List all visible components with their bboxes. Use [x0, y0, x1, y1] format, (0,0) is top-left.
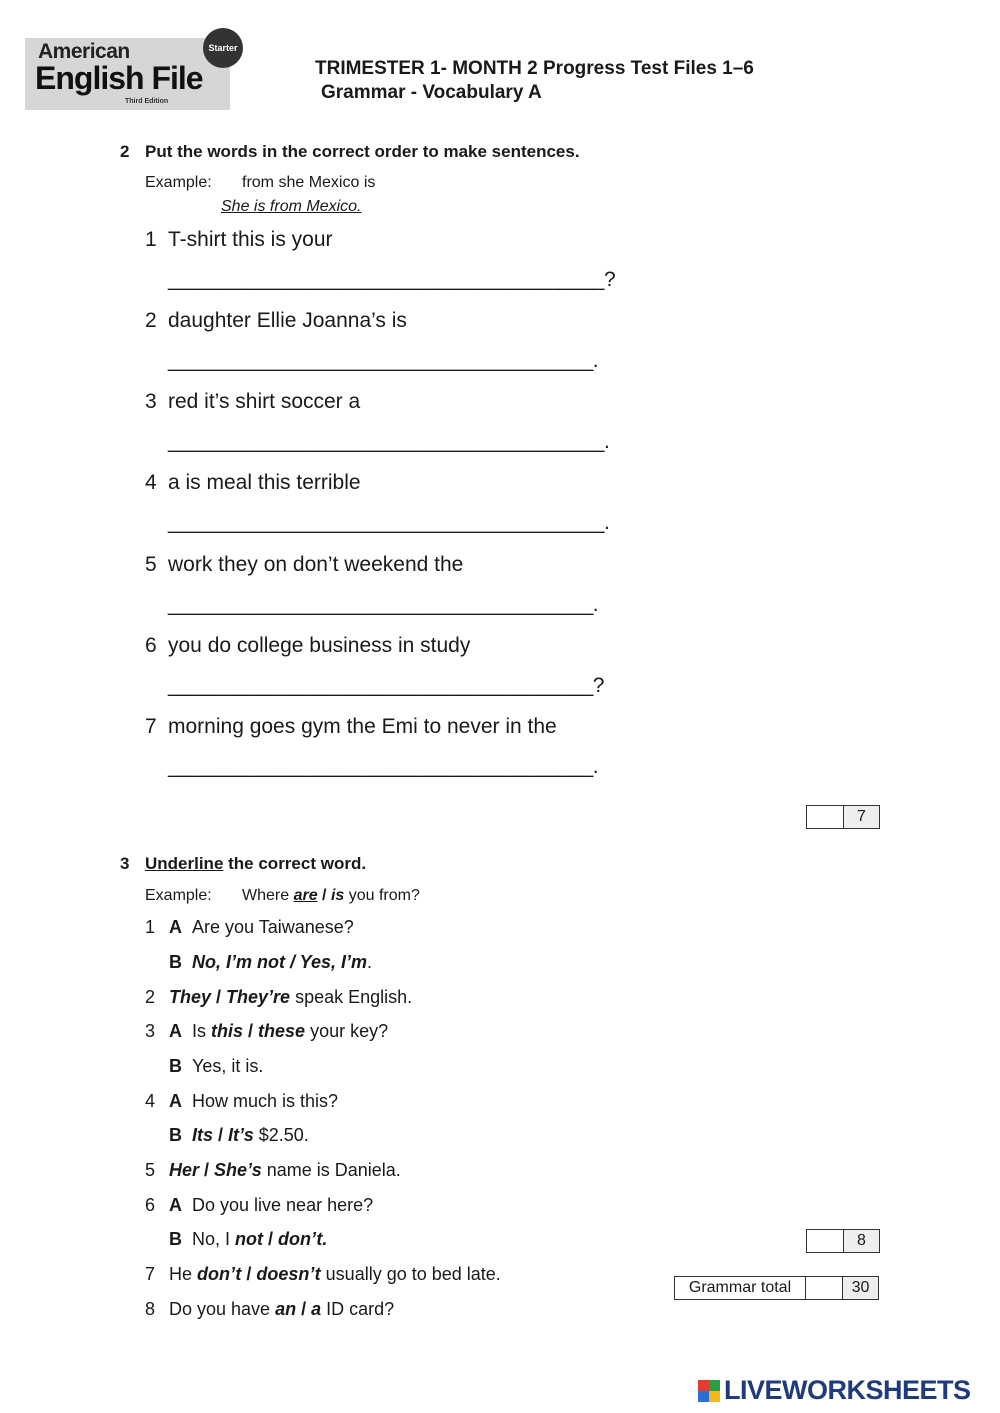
question-words: work they on don’t weekend the — [168, 553, 464, 576]
section2-number: 2 — [120, 142, 130, 161]
section3-number: 3 — [120, 854, 130, 873]
logo-line2: English File — [35, 60, 203, 96]
liveworksheets-footer — [698, 1375, 971, 1406]
question-words: red it’s shirt soccer a — [168, 390, 361, 413]
section3-q2: 2 They / They’re speak English. — [145, 987, 413, 1007]
section3-q3-a: 3 A Is this / these your key? — [145, 1021, 389, 1041]
logo-starter-badge: Starter — [203, 28, 243, 68]
question-words: daughter Ellie Joanna’s is — [168, 309, 407, 332]
question-words: T-shirt this is your — [168, 228, 333, 251]
section3-q6-a: 6 A Do you live near here? — [145, 1195, 374, 1215]
question-number: 2 — [145, 309, 157, 332]
section3-q4-b: B Its / It’s $2.50. — [169, 1125, 309, 1145]
section3-q3-b: B Yes, it is. — [169, 1056, 264, 1076]
question-words: morning goes gym the Emi to never in the — [168, 715, 557, 738]
score-input[interactable] — [807, 1230, 844, 1252]
answer-line[interactable]: ______________________________________? — [168, 674, 604, 697]
section3-q8: 8 Do you have an / a ID card? — [145, 1299, 395, 1319]
section3-q7: 7 He don’t / doesn’t usually go to bed late. — [145, 1264, 501, 1284]
grammar-total-input[interactable] — [806, 1277, 843, 1299]
section2-example-words: from she Mexico is — [242, 174, 376, 191]
question-number: 7 — [145, 715, 157, 738]
section3-score-box — [806, 1229, 880, 1253]
logo-line1: American — [38, 40, 130, 63]
logo-edition: Third Edition — [125, 98, 169, 105]
answer-line[interactable]: _______________________________________. — [168, 430, 610, 453]
section3-title-underline: Underline — [145, 854, 224, 873]
answer-line[interactable]: _______________________________________. — [168, 511, 610, 534]
section3-q4-a: 4 A How much is this? — [145, 1091, 339, 1111]
score-max: 8 — [844, 1230, 879, 1252]
page-title: TRIMESTER 1- MONTH 2 Progress Test Files 1–6 — [315, 58, 754, 79]
grammar-total-max: 30 — [843, 1277, 878, 1299]
question-words: a is meal this terrible — [168, 471, 361, 494]
question-number: 5 — [145, 553, 157, 576]
liveworksheets-icon — [698, 1380, 720, 1402]
section3-q1-b[interactable]: B No, I’m not / Yes, I’m. — [169, 952, 373, 972]
question-words: you do college business in study — [168, 634, 471, 657]
section3-example: Where are / is you from? — [242, 887, 420, 904]
score-input[interactable] — [807, 806, 844, 828]
grammar-total-box — [674, 1276, 879, 1300]
section3-title — [145, 854, 366, 874]
answer-line[interactable]: ______________________________________. — [168, 349, 599, 372]
page-subtitle: Grammar - Vocabulary A — [321, 82, 542, 103]
question-number: 3 — [145, 390, 157, 413]
score-max: 7 — [844, 806, 879, 828]
question-number: 6 — [145, 634, 157, 657]
question-number: 1 — [145, 228, 157, 251]
answer-line[interactable]: ______________________________________. — [168, 593, 599, 616]
section2-title: Put the words in the correct order to make sentences. — [145, 142, 580, 161]
section3-q6-b: B No, I not / don’t. — [169, 1229, 328, 1249]
section3-title-rest: the correct word. — [223, 854, 367, 873]
grammar-total-label: Grammar total — [675, 1277, 806, 1299]
liveworksheets-brand: LIVEWORKSHEETS — [724, 1375, 971, 1405]
section2-example-label: Example: — [145, 174, 212, 191]
section3-q1-a: 1 A Are you Taiwanese? — [145, 917, 354, 937]
answer-line[interactable]: ______________________________________. — [168, 755, 599, 778]
section3-q5: 5 Her / She’s name is Daniela. — [145, 1160, 401, 1180]
section2-score-box — [806, 805, 880, 829]
section3-example-label: Example: — [145, 887, 212, 904]
answer-line[interactable]: _______________________________________? — [168, 268, 616, 291]
question-number: 4 — [145, 471, 157, 494]
section2-example-answer: She is from Mexico. — [221, 198, 362, 215]
american-english-file-logo — [25, 38, 238, 110]
